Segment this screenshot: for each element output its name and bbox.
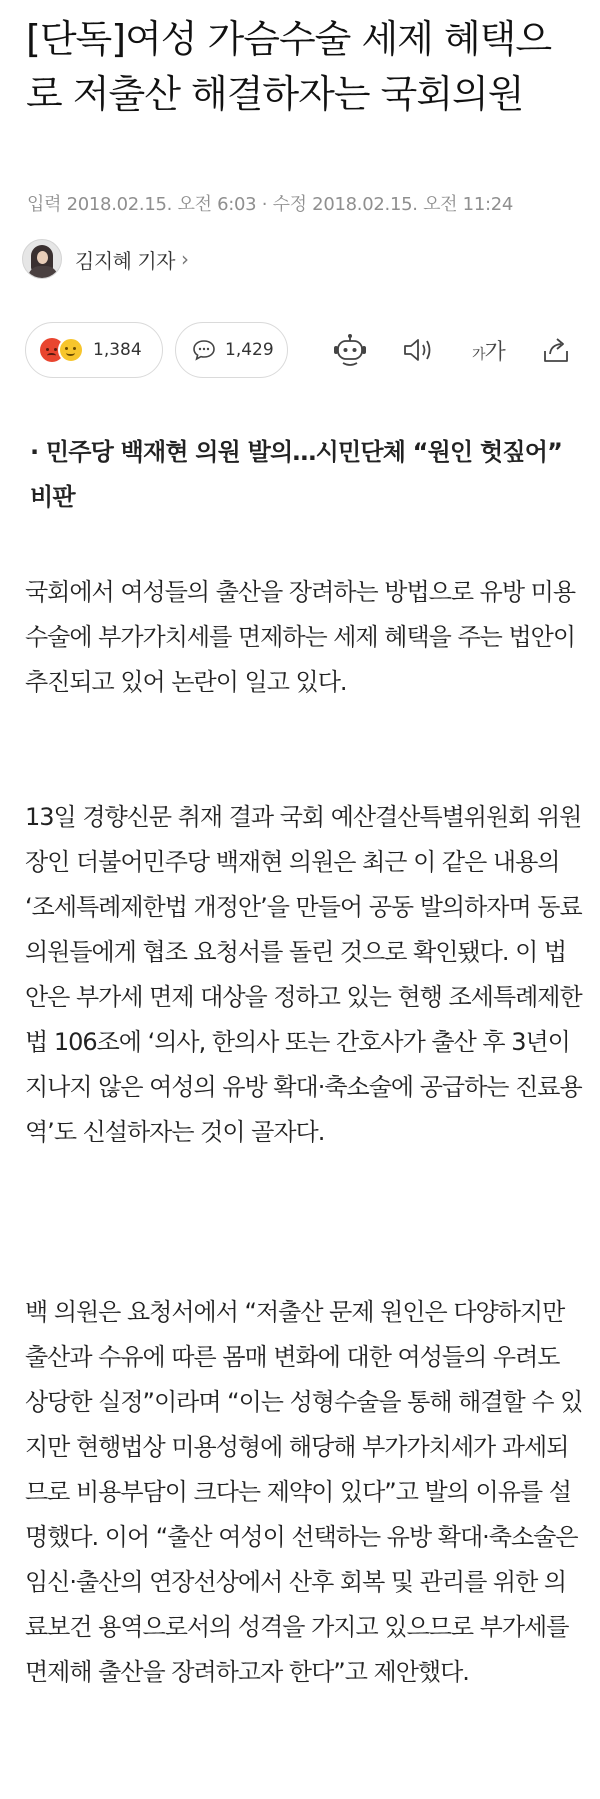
reaction-button[interactable] [25, 322, 163, 378]
reporter-avatar [22, 239, 62, 279]
font-size-large-label: 가 [484, 340, 505, 365]
speaker-icon [402, 335, 434, 365]
font-size-button[interactable] [472, 335, 505, 366]
reporter-name: 김지혜 기자 [75, 248, 175, 273]
comment-button[interactable] [175, 322, 288, 378]
article-paragraph: 국회에서 여성들의 출산을 장려하는 방법으로 유방 미용 수술에 부가가치세를 면제하는 세제 혜택을 주는 법안이 추진되고 있어 논란이 일고 있다. [25, 578, 576, 696]
robot-summary-icon [332, 332, 368, 368]
reaction-count: 1,384 [93, 340, 142, 360]
share-button[interactable] [538, 330, 574, 370]
article-headline: [단독]여성 가슴수술 세제 혜택으로 저출산 해결하자는 국회의원 [26, 17, 552, 116]
smile-emoji-icon [58, 337, 84, 363]
article-subtitle: · 민주당 백재현 의원 발의…시민단체 “원인 헛짚어” 비판 [30, 438, 563, 511]
font-size-small-label: 가 [472, 347, 485, 363]
chevron-right-icon: › [180, 247, 189, 271]
article-dateline: 입력 2018.02.15. 오전 6:03 · 수정 2018.02.15. 오전 11:24 [27, 194, 514, 215]
article-paragraph: 백 의원은 요청서에서 “저출산 문제 원인은 다양하지만 출산과 수유에 따른 몸매 변화에 대한 여성들의 우려도 상당한 실정”이라며 “이는 성형수술을 통해 해결할 수 있지만 현행법상 미용성형에 해당해 부가가치세가 과세되므로 비용부담이 크다는 제약이 있다”고 발의 이유를 설명했다. 이어 “출산 여성이 선택하는 유방 확대·축소술은 임신·출산의 연장선상에서 산후 회복 및 관리를 위한 의료보건 용역으로서의 성격을 가지고 있으므로 부가세를 면제해 출산을 장려하고자 한다”고 제안했다. [25, 1298, 583, 1686]
share-icon [541, 335, 571, 365]
article-paragraph: 13일 경향신문 취재 결과 국회 예산결산특별위원회 위원장인 더불어민주당 백재현 의원은 최근 이 같은 내용의 ‘조세특례제한법 개정안’을 만들어 공동 발의하자며 동료 의원들에게 협조 요청서를 돌린 것으로 확인됐다. 이 법안은 부가세 면제 대상을 정하고 있는 현행 조세특례제한법 106조에 ‘의사, 한의사 또는 간호사가 출산 후 3년이 지나지 않은 여성의 유방 확대·축소술에 공급하는 진료용역’도 신설하자는 것이 골자다. [25, 803, 582, 1146]
listen-button[interactable] [400, 330, 436, 370]
comment-count: 1,429 [225, 340, 274, 360]
summary-button[interactable] [330, 330, 370, 370]
comment-bubble-icon [192, 339, 216, 361]
reporter-link[interactable] [22, 238, 189, 280]
